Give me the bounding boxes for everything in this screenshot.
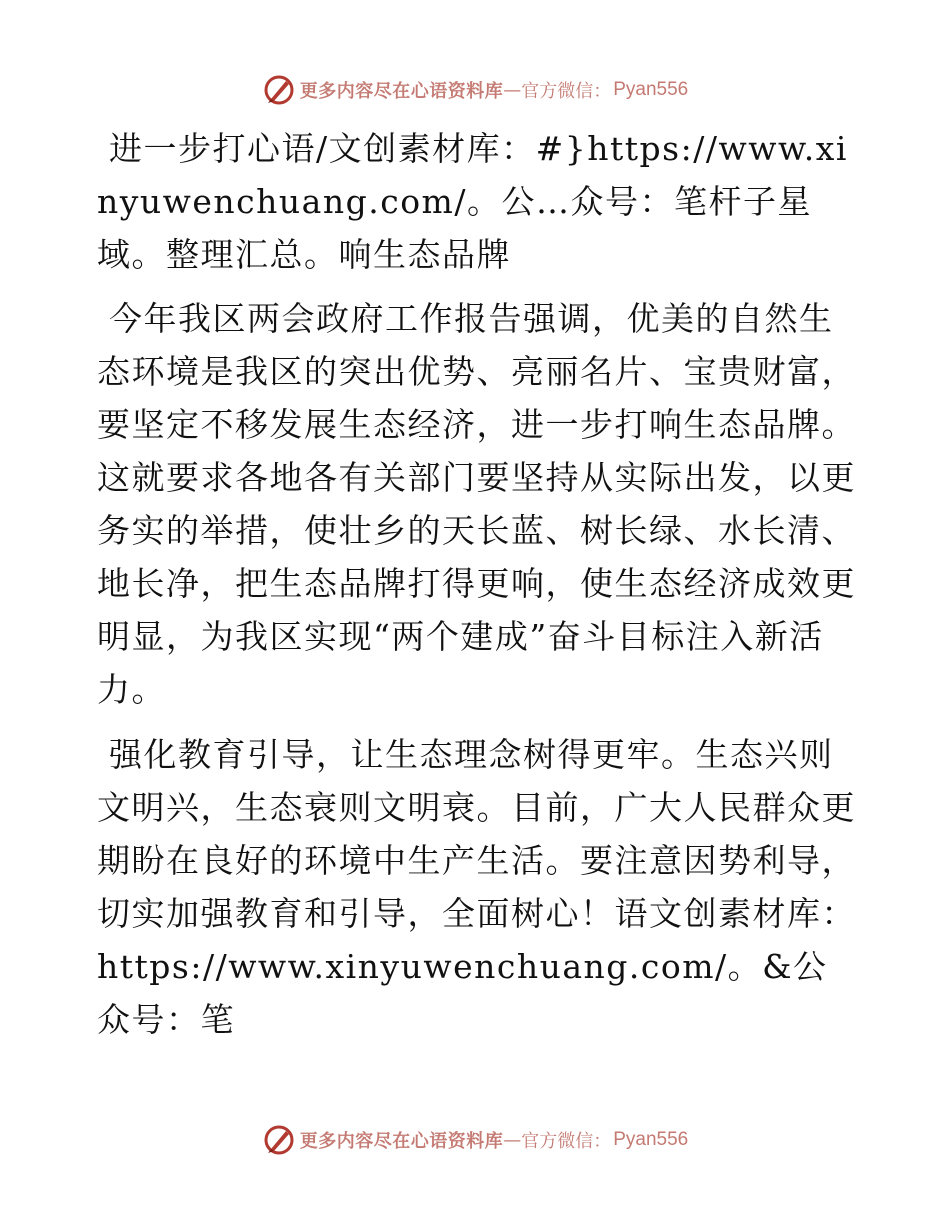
banner-wechat-id: Pyan556 [613, 79, 689, 100]
header-watermark-banner [0, 70, 950, 110]
banner-separator: — [503, 79, 522, 101]
paragraph-education-guidance: 强化教育引导，让生态理念树得更牢。生态兴则文明兴，生态衰则文明衰。目前，广大人民群众更期盼在良好的环境中生产生活。要注意因势利导，切实加强教育和引导，全面树心！语文创素材库：https://www.xinyuwenchuang.com/。&公众号：笔 [97, 735, 856, 1039]
paragraph-ecology-report: 今年我区两会政府工作报告强调，优美的自然生态环境是我区的突出优势、亮丽名片、宝贵财富，要坚定不移发展生态经济，进一步打响生态品牌。这就要求各地各有关部门要坚持从实际出发，以更务实的举措，使壮乡的天长蓝、树长绿、水长清、地长净，把生态品牌打得更响，使生态经济成效更明显，为我区实现“两个建成”奋斗目标注入新活力。 [97, 299, 856, 709]
banner-separator: — [503, 1129, 522, 1151]
footer-watermark-banner [0, 1120, 950, 1160]
quill-logo-icon [262, 1123, 296, 1157]
banner-text: 更多内容尽在心语资料库 [299, 81, 504, 102]
banner-wechat-label: 官方微信： [521, 1131, 612, 1152]
banner-text: 更多内容尽在心语资料库 [299, 1131, 504, 1152]
banner-wechat-id: Pyan556 [613, 1129, 689, 1150]
paragraph-intro: 进一步打心语/文创素材库：#}https://www.xinyuwenchuang.com/。公…众号：笔杆子星域。整理汇总。响生态品牌 [97, 129, 848, 274]
document-body [97, 120, 857, 1046]
quill-logo-icon [262, 73, 296, 107]
banner-wechat-label: 官方微信： [521, 81, 612, 102]
